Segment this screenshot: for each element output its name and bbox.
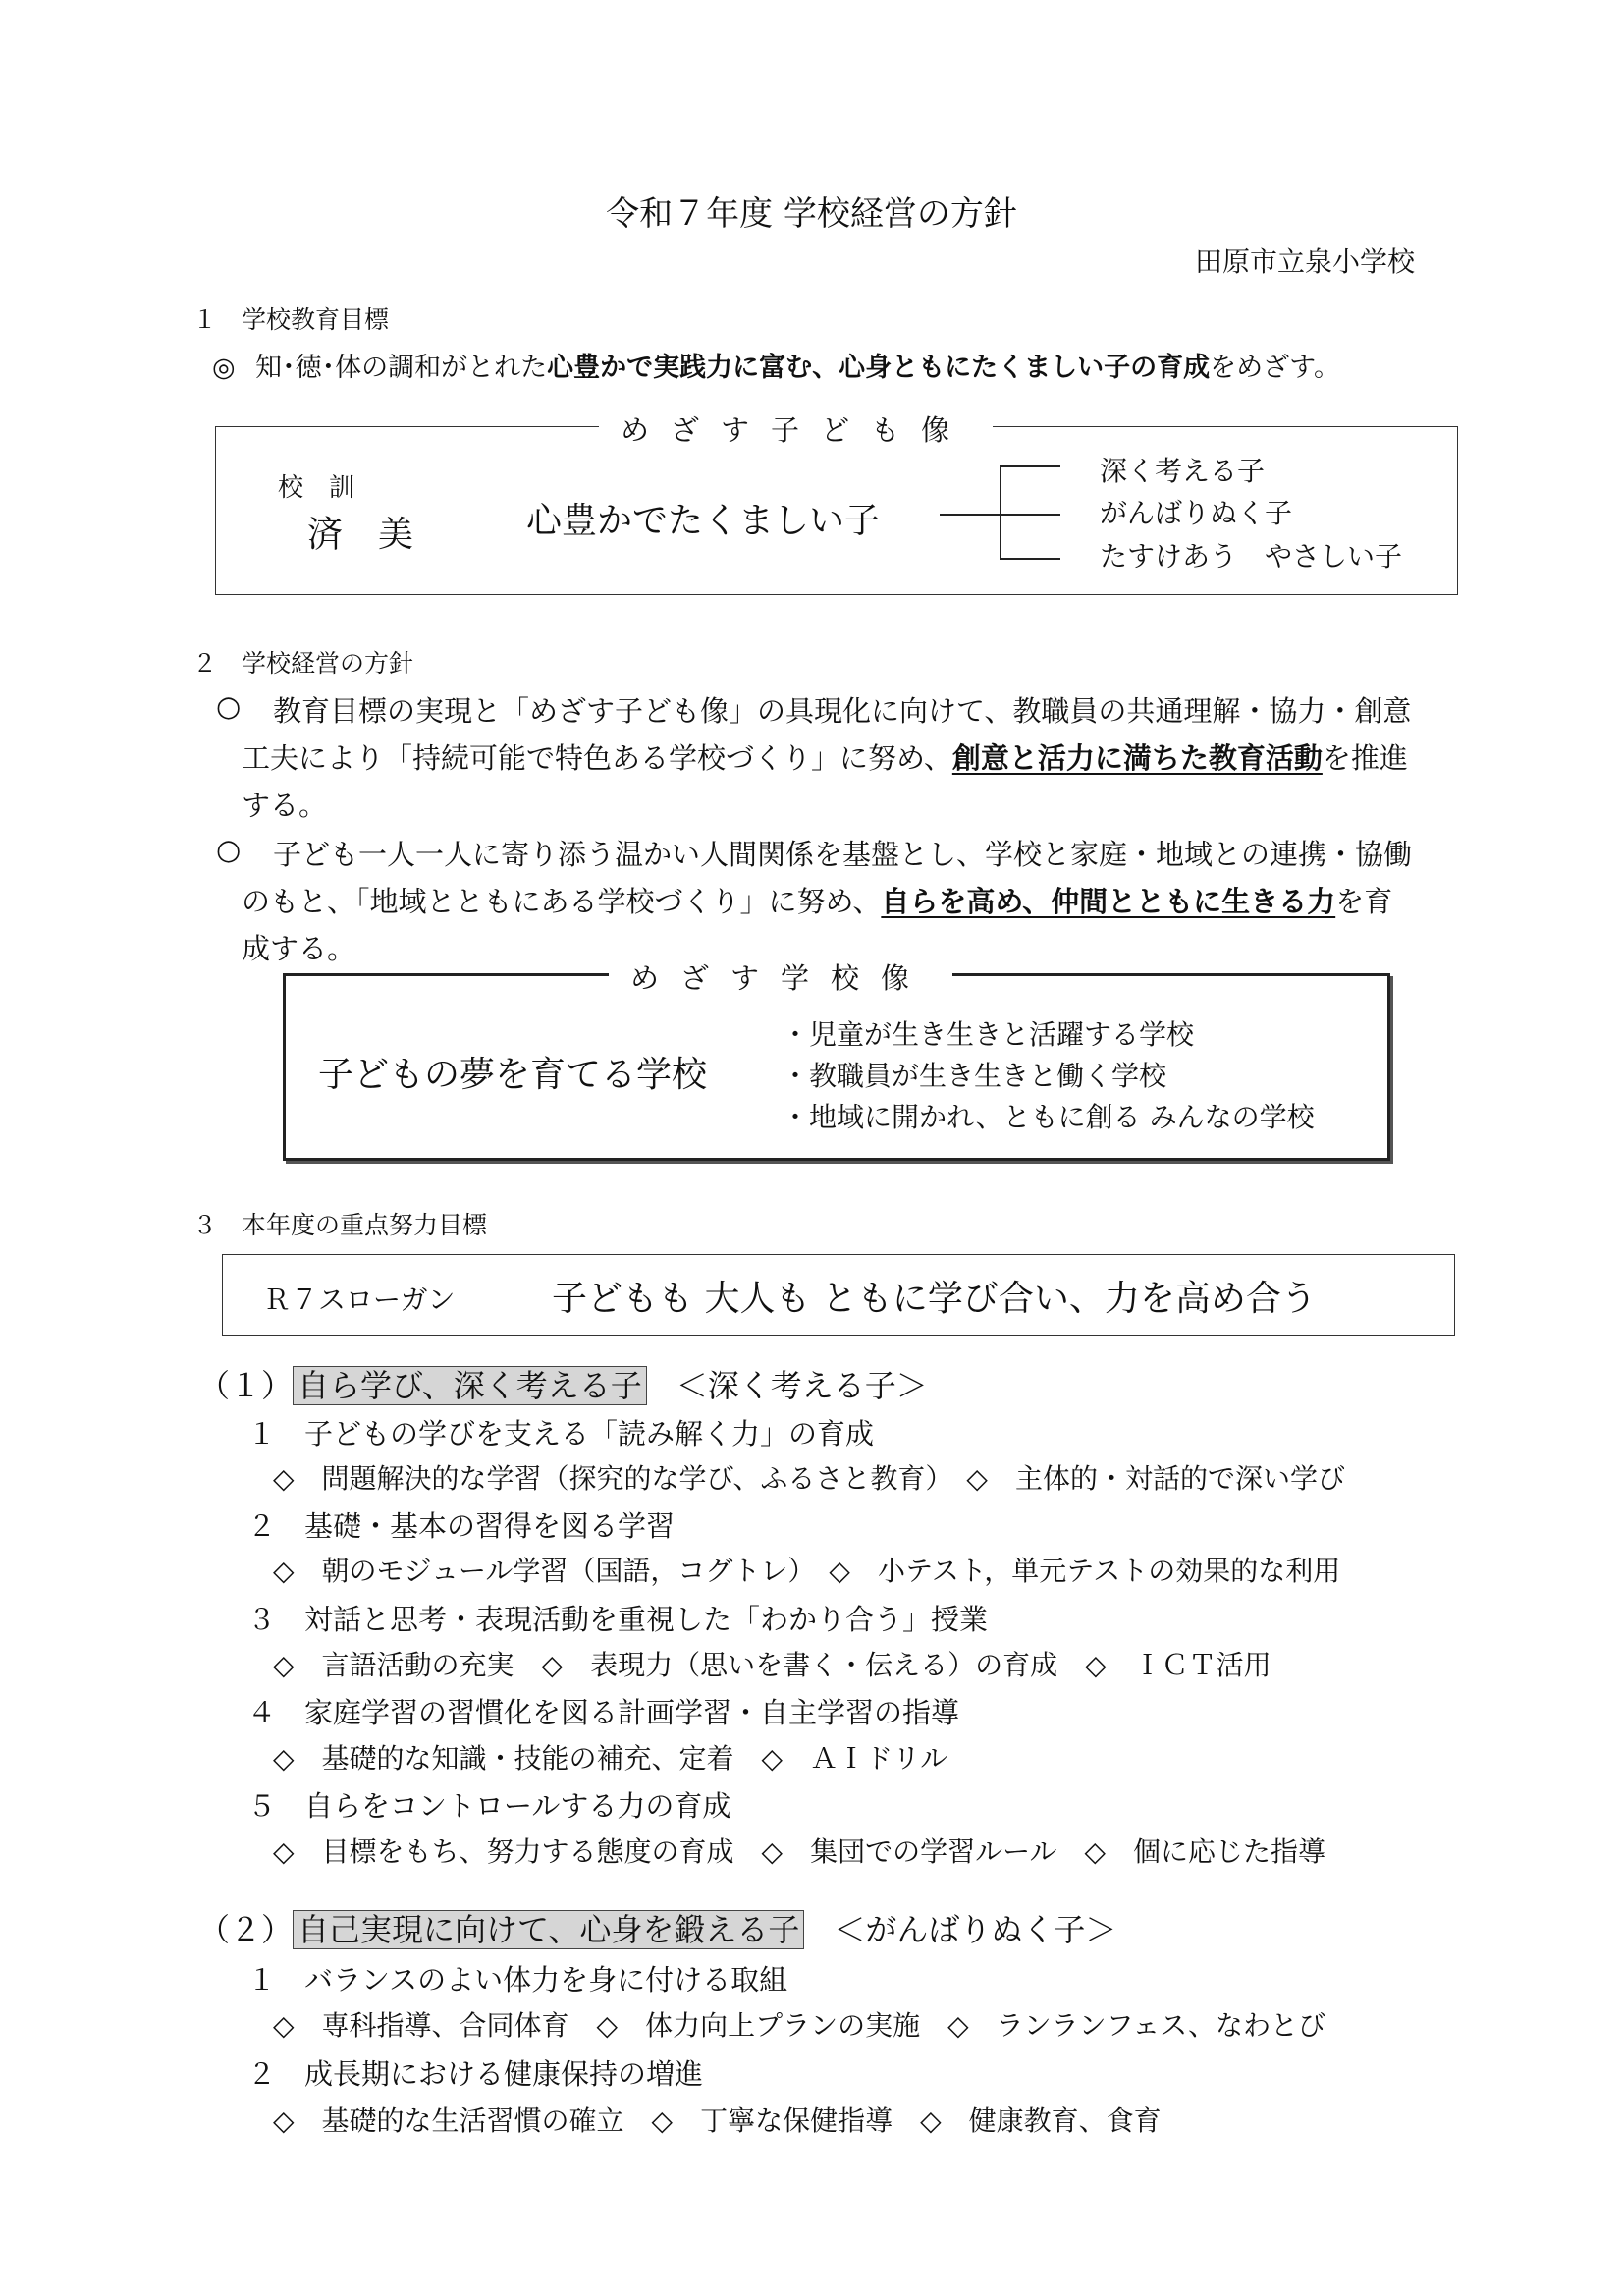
goal-1-item-1-detail: ◇ 問題解決的な学習（探究的な学び、ふるさと教育） ◇ 主体的・対話的で深い学び [273,1462,1345,1495]
goal-post: をめざす。 [1210,353,1340,383]
goal-1-item-5-detail: ◇ 目標をもち、努力する態度の育成 ◇ 集団での学習ルール ◇ 個に応じた指導 [273,1835,1326,1868]
school-ideal-main: 子どもの夢を育てる学校 [318,1055,708,1095]
ideal-item-1: 深く考える子 [1100,455,1266,487]
goal-1-item-5: ５ 自らをコントロールする力の育成 [247,1789,731,1823]
double-circle-mark: ◎ [212,353,236,383]
section-3-heading: ３ 本年度の重点努力目標 [192,1211,488,1239]
school-name: 田原市立泉小学校 [1194,246,1415,278]
school-image-label: めざす学校像 [609,957,952,997]
policy-1-line-1: 教育目標の実現と「めざす子ども像」の具現化に向けて、教職員の共通理解・協力・創意 [273,694,1412,728]
school-ideal-item-1: ・児童が生き生きと活躍する学校 [782,1018,1195,1051]
school-ideal-item-3: ・地域に開かれ、ともに創る みんなの学校 [782,1101,1315,1133]
connector-branch-1 [1000,465,1060,467]
connector-main [940,514,1001,516]
connector-branch-2 [1000,514,1060,516]
goal-2-heading [198,1905,1116,1950]
goal-1-number: （１） [198,1367,294,1404]
goal-2-item-1-detail: ◇ 専科指導、合同体育 ◇ 体力向上プランの実施 ◇ ランランフェス、なわとび [273,2009,1326,2042]
kokun-value: 済 美 [307,515,414,555]
slogan-label: Ｒ７スローガン [263,1284,456,1316]
policy-1-mark: ○ [216,689,242,723]
policy-1-line-2: 工夫により「持続可能で特色ある学校づくり」に努め、創意と活力に満ちた教育活動を推進 [242,741,1408,775]
goal-1-item-4-detail: ◇ 基礎的な知識・技能の補充、定着 ◇ ＡＩドリル [273,1742,948,1775]
policy-2-line-1: 子ども一人一人に寄り添う温かい人間関係を基盤とし、学校と家庭・地域との連携・協働 [273,838,1413,871]
goal-1-item-3: ３ 対話と思考・表現活動を重視した「わかり合う」授業 [247,1603,989,1636]
goal-2-title: 自己実現に向けて、心身を鍛える子 [293,1910,804,1949]
goal-2-item-2-detail: ◇ 基礎的な生活習慣の確立 ◇ 丁寧な保健指導 ◇ 健康教育、食育 [273,2105,1162,2137]
goal-2-item-1: １ バランスのよい体力を身に付ける取組 [247,1963,788,1996]
page-title: 令和７年度 学校経営の方針 [606,194,1017,234]
goal-2-number: （２） [198,1911,294,1948]
goal-bold: 心豊かで実践力に富む、心身ともにたくましい子の育成 [547,353,1211,383]
goal-2-item-2: ２ 成長期における健康保持の増進 [247,2057,704,2091]
goal-1-title: 自ら学び、深く考える子 [293,1366,647,1405]
ideal-item-2: がんばりぬく子 [1100,497,1293,529]
goal-1-item-4: ４ 家庭学習の習慣化を図る計画学習・自主学習の指導 [247,1696,960,1729]
goal-1-item-2-detail: ◇ 朝のモジュール学習（国語，コグトレ） ◇ 小テスト，単元テストの効果的な利用 [273,1555,1341,1587]
connector-vertical [1000,465,1001,559]
goal-pre: 知･徳･体の調和がとれた [255,353,548,383]
connector-branch-3 [1000,558,1060,560]
section-2-heading: ２ 学校経営の方針 [192,649,414,678]
goal-1-item-3-detail: ◇ 言語活動の充実 ◇ 表現力（思いを書く・伝える）の育成 ◇ ＩＣＴ活用 [273,1649,1271,1681]
slogan-text: 子どもも 大人も ともに学び合い、力を高め合う [552,1279,1317,1319]
policy-1-line-3: する。 [242,789,328,822]
goal-2-tag: ＜がんばりぬく子＞ [834,1911,1117,1948]
goal-1-item-2: ２ 基礎・基本の習得を図る学習 [247,1509,676,1543]
section-1-goal [212,346,1340,384]
school-ideal-item-2: ・教職員が生き生きと働く学校 [782,1060,1167,1092]
policy-2-mark: ○ [216,833,242,866]
policy-2-line-2: のもと、「地域とともにある学校づくり」に努め、自らを高め、仲間とともに生きる力を育 [242,885,1393,918]
goal-1-item-1: １ 子どもの学びを支える「読み解く力」の育成 [247,1417,875,1450]
section-1-heading: １ 学校教育目標 [192,305,390,334]
ideal-item-3: たすけあう やさしい子 [1100,540,1403,573]
policy-1-underline: 創意と活力に満ちた教育活動 [951,741,1323,775]
child-image-label: めざす子ども像 [599,409,993,449]
kokun-label: 校 訓 [278,473,355,503]
goal-1-heading [198,1361,928,1406]
policy-2-underline: 自らを高め、仲間とともに生きる力 [881,885,1336,918]
policy-2-line-3: 成する。 [242,932,356,965]
center-ideal: 心豊かでたくましい子 [526,501,881,541]
goal-1-tag: ＜深く考える子＞ [676,1367,928,1404]
